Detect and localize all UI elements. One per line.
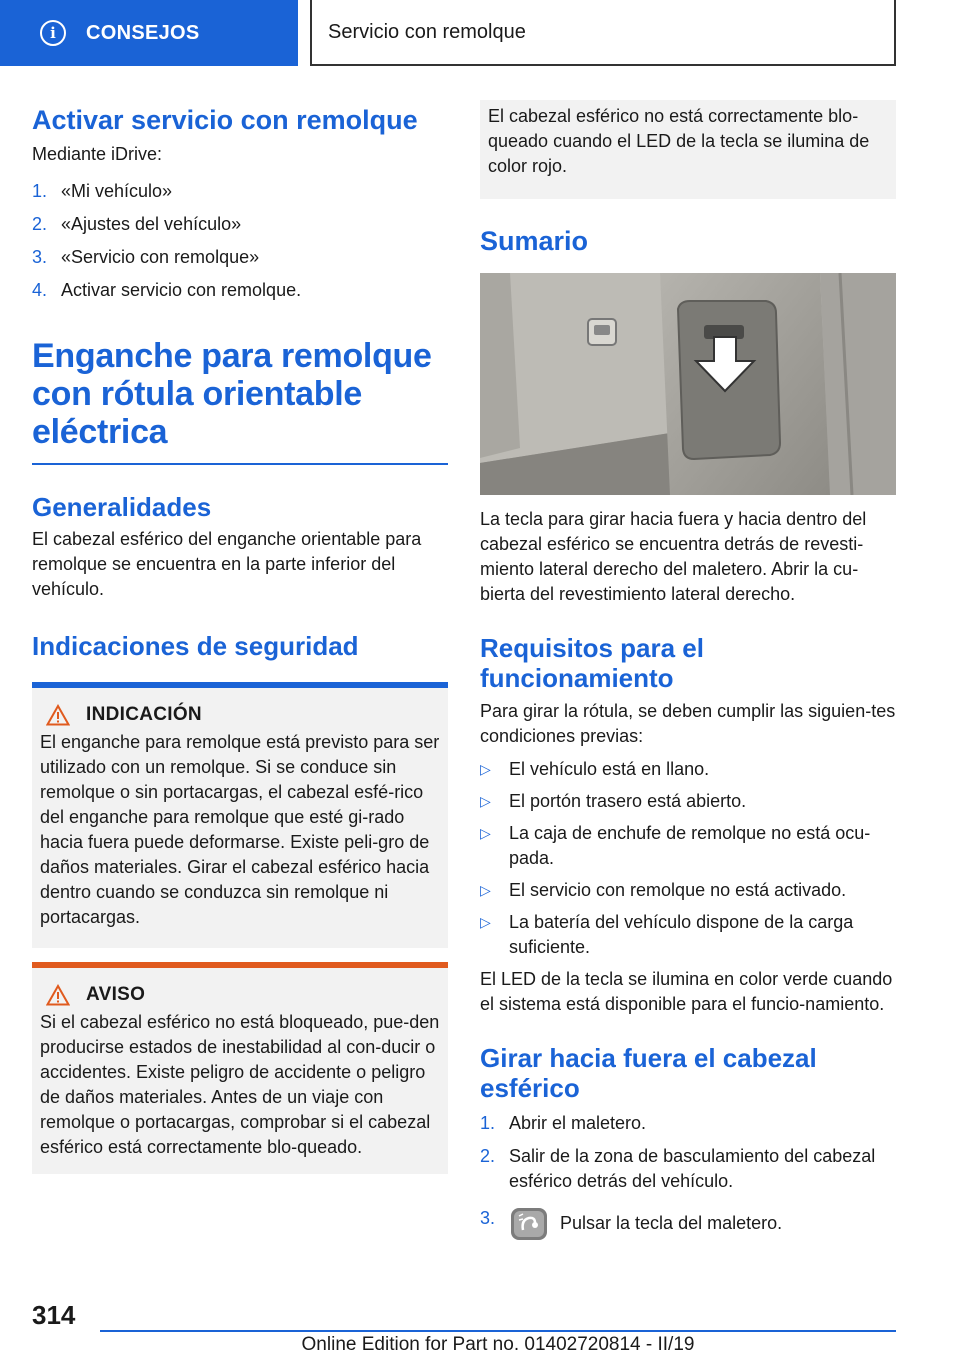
general-text: El cabezal esférico del enganche orientable para remolque se encuentra en la parte inferior del vehículo. [32, 529, 422, 599]
list-item: ▷ La caja de enchufe de remolque no está ocu-pada. [480, 823, 871, 868]
info-icon: i [40, 20, 66, 46]
list-item: ▷ La batería del vehículo dispone de la carga suficiente. [480, 912, 854, 957]
left-column [32, 100, 448, 1174]
continued-note: El cabezal esférico no está correctamente blo-queado cuando el LED de la tecla se ilumina de color rojo. [480, 100, 896, 199]
notice-label: INDICACIÓN [86, 704, 202, 725]
trunk-photo [480, 273, 896, 495]
page-number: 314 [32, 1300, 76, 1330]
list-item: 1. Abrir el maletero. [480, 1113, 647, 1133]
notice-box [32, 682, 448, 948]
requirements-after: El LED de la tecla se ilumina en color verde cuando el sistema está disponible para el funcio-namiento. [480, 969, 893, 1014]
right-column [480, 100, 896, 1242]
warning-label: AVISO [86, 984, 146, 1005]
list-item: 3. Pulsar la tecla del maletero. [480, 1206, 896, 1242]
activate-intro: Mediante iDrive: [32, 144, 163, 164]
general-title: Generalidades [32, 492, 212, 522]
requirements-intro: Para girar la rótula, se deben cumplir las siguien-tes condiciones previas: [480, 701, 896, 746]
summary-title: Sumario [480, 226, 589, 256]
list-item: ▷ El servicio con remolque no está activado. [480, 880, 847, 900]
list-item: ▷ El vehículo está en llano. [480, 759, 710, 779]
activate-steps [32, 179, 448, 303]
list-item: 4. Activar servicio con remolque. [32, 280, 302, 300]
header-title: Servicio con remolque [310, 0, 896, 66]
requirements-title: Requisitos para el funcionamiento [480, 633, 704, 693]
list-item: ▷ El portón trasero está abierto. [480, 791, 747, 811]
footer-edition: Online Edition for Part no. 01402720814 - II/19 [301, 1334, 695, 1355]
summary-caption: La tecla para girar hacia fuera y hacia dentro del cabezal esférico se encuentra detrás de revesti-miento lateral derecho del maletero. Abrir la cu-bierta del revestimiento lateral derecho. [480, 509, 867, 604]
header-tab-label: CONSEJOS [86, 21, 200, 44]
chapter-title: Enganche para remolque con rótula orientable eléctrica [32, 337, 432, 451]
warning-triangle-icon [46, 984, 70, 1006]
footer-rule [100, 1330, 896, 1332]
requirements-list [480, 757, 896, 960]
chapter-rule [32, 463, 448, 465]
list-item: 2. Salir de la zona de basculamiento del cabezal esférico detrás del vehículo. [480, 1146, 876, 1191]
list-item: 2. «Ajustes del vehículo» [32, 214, 242, 234]
safety-title: Indicaciones de seguridad [32, 631, 359, 661]
list-item: 1. «Mi vehículo» [32, 181, 173, 201]
trunk-illustration [480, 273, 896, 495]
warning-text: Si el cabezal esférico no está bloqueado, pue-den producirse estados de inestabilidad al con-ducir o accidentes. Existe peligro de accidente o peligro de daños materiales. Antes de un viaje con remolque o portacargas, comprobar si el cabezal esférico está correctamente blo-queado. [40, 1012, 440, 1157]
list-item: 3. «Servicio con remolque» [32, 247, 260, 267]
warning-box [32, 962, 448, 1174]
swing-out-title: Girar hacia fuera el cabezal esférico [480, 1043, 817, 1103]
header-tab-consejos [0, 0, 298, 66]
activate-title: Activar servicio con remolque [32, 105, 418, 135]
swing-out-steps [480, 1111, 896, 1242]
trailer-hitch-button-icon [509, 1206, 549, 1242]
notice-text: El enganche para remolque está previsto para ser utilizado con un remolque. Si se conduce sin remolque o sin portacargas, el cabezal esfé-rico del enganche para remolque que esté gi-rado hacia fuera puede deformarse. Existe peli-gro de daños materiales. Girar el cabezal esférico hacia dentro cuando se conduzca sin remolque ni portacargas. [40, 732, 440, 927]
warning-triangle-icon [46, 704, 70, 726]
